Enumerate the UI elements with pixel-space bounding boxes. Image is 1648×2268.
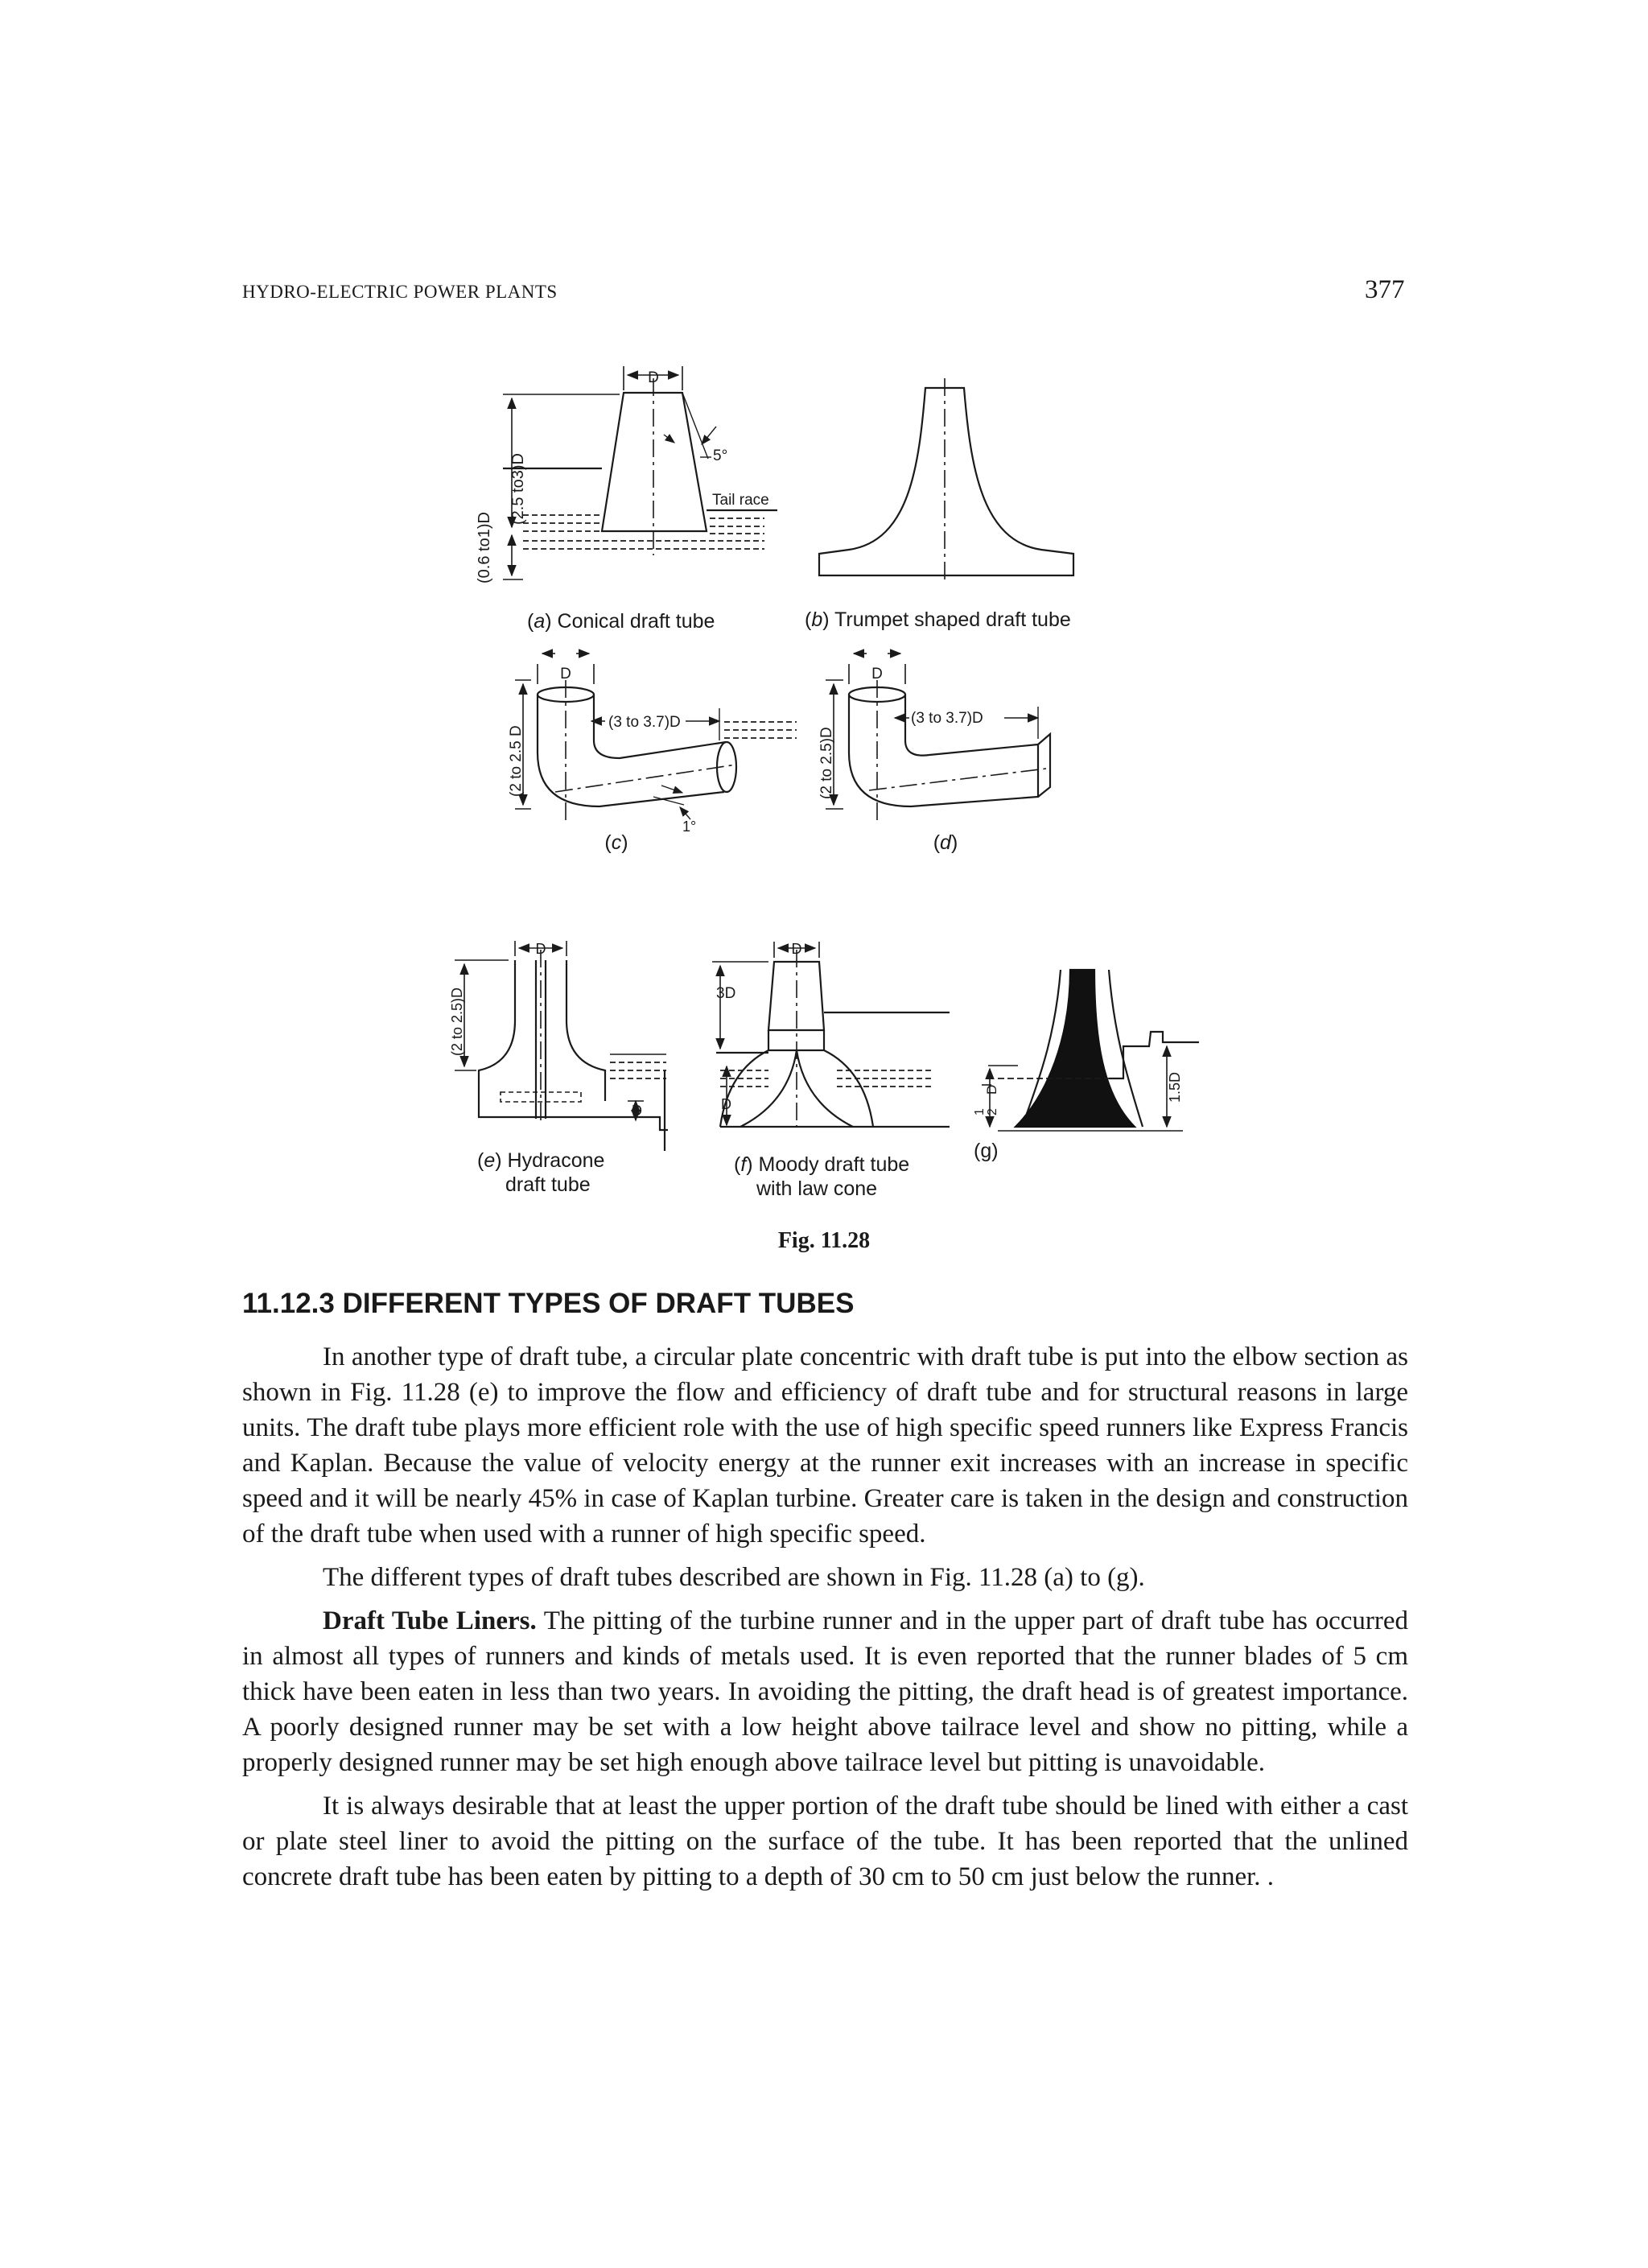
- label-f-D-small: D: [721, 1096, 731, 1112]
- caption-d: (d): [933, 831, 958, 854]
- paragraph-2: The different types of draft tubes described are shown in Fig. 11.28 (a) to (g).: [323, 1563, 1145, 1592]
- label-g-15D: 1.5D: [1167, 1071, 1183, 1103]
- paragraph-3-lead: Draft Tube Liners.: [323, 1606, 537, 1635]
- section-heading: 11.12.3 DIFFERENT TYPES OF DRAFT TUBES: [242, 1288, 855, 1319]
- label-c-1deg: 1°: [682, 819, 697, 835]
- diagram-f-moody: [712, 942, 950, 1127]
- label-f-D: D: [791, 941, 802, 957]
- paragraph-3: [242, 1603, 1408, 1780]
- label-c-length: (3 to 3.7)D: [608, 714, 681, 731]
- page-number: 377: [1365, 275, 1405, 304]
- caption-e-line2: draft tube: [505, 1173, 591, 1196]
- label-g-D: D: [984, 1084, 999, 1095]
- diagram-e-hydracone: [455, 941, 668, 1151]
- paragraph-1: In another type of draft tube, a circular plate concentric with draft tube is put into the elbow section as shown in Fig. 11.28 (e) to improve the flow and efficiency of draft tube and for structural reasons in large units. The draft tube plays more efficient role with the use of high specific speed runners like Express Francis and Kaplan. Because the value of velocity energy at the runner exit increases with an increase in specific speed and it will be nearly 45% in case of Kaplan turbine. Greater care is taken in the design and construction of the draft tube when used with a runner of high specific speed.: [242, 1342, 1408, 1548]
- label-c-D: D: [560, 666, 571, 682]
- label-c-height: (2 to 2.5 D: [508, 725, 525, 797]
- label-d-length: (3 to 3.7)D: [911, 710, 983, 727]
- label-a-5deg: 5°: [713, 447, 728, 464]
- label-g-half-den: 2: [986, 1108, 999, 1115]
- label-g-half-num: 1: [973, 1108, 987, 1115]
- label-a-tail-race: Tail race: [712, 492, 769, 509]
- label-a-height2: (0.6 to1)D: [476, 512, 493, 583]
- label-d-height: (2 to 2.5)D: [818, 727, 835, 799]
- caption-a: (a) Conical draft tube: [527, 610, 715, 633]
- caption-f-line2: with law cone: [756, 1177, 878, 1200]
- diagram-a-conical: [503, 366, 777, 579]
- body-text: [242, 1339, 1408, 1903]
- label-e-height: (2 to 2.5)D: [449, 987, 465, 1056]
- label-a-height1: (2.5 to3)D: [509, 453, 527, 525]
- paragraph-3-text: The pitting of the turbine runner and in the upper part of draft tube has occurred in almost all types of runners and kinds of metals used. It is even reported that the runner blades of 5 cm thick have been eaten in less than two years. In avoiding the pitting, the draft head is of greatest importance. A poorly designed runner may be set with a low height above tailrace level and show no pitting, while a properly designed runner may be set high enough above tailrace level but pitting is unavoidable.: [242, 1606, 1408, 1777]
- diagram-d-elbow-rect: [826, 654, 1050, 821]
- caption-b: (b) Trumpet shaped draft tube: [805, 608, 1071, 631]
- label-a-D: D: [648, 369, 659, 386]
- caption-e-line1: (e) Hydracone: [477, 1149, 605, 1172]
- label-e-D: D: [535, 941, 546, 957]
- diagram-c-elbow: [515, 654, 797, 821]
- caption-c: (c): [604, 831, 628, 854]
- running-header: HYDRO-ELECTRIC POWER PLANTS: [242, 282, 558, 302]
- label-e-D-small: D: [632, 1103, 642, 1119]
- label-f-3D: 3D: [716, 985, 736, 1002]
- caption-g: (g): [974, 1140, 999, 1162]
- label-d-D: D: [871, 666, 883, 682]
- diagram-g-spreading: [982, 970, 1199, 1131]
- figure-caption: Fig. 11.28: [777, 1228, 871, 1253]
- diagram-b-trumpet: [819, 378, 1073, 579]
- paragraph-4: It is always desirable that at least the upper portion of the draft tube should be lined with either a cast or plate steel liner to avoid the pitting on the surface of the tube. It has been reported that the unlined concrete draft tube has been eaten by pitting to a depth of 30 cm to 50 cm just below the runner. .: [242, 1792, 1408, 1891]
- caption-f-line1: (f) Moody draft tube: [734, 1153, 910, 1176]
